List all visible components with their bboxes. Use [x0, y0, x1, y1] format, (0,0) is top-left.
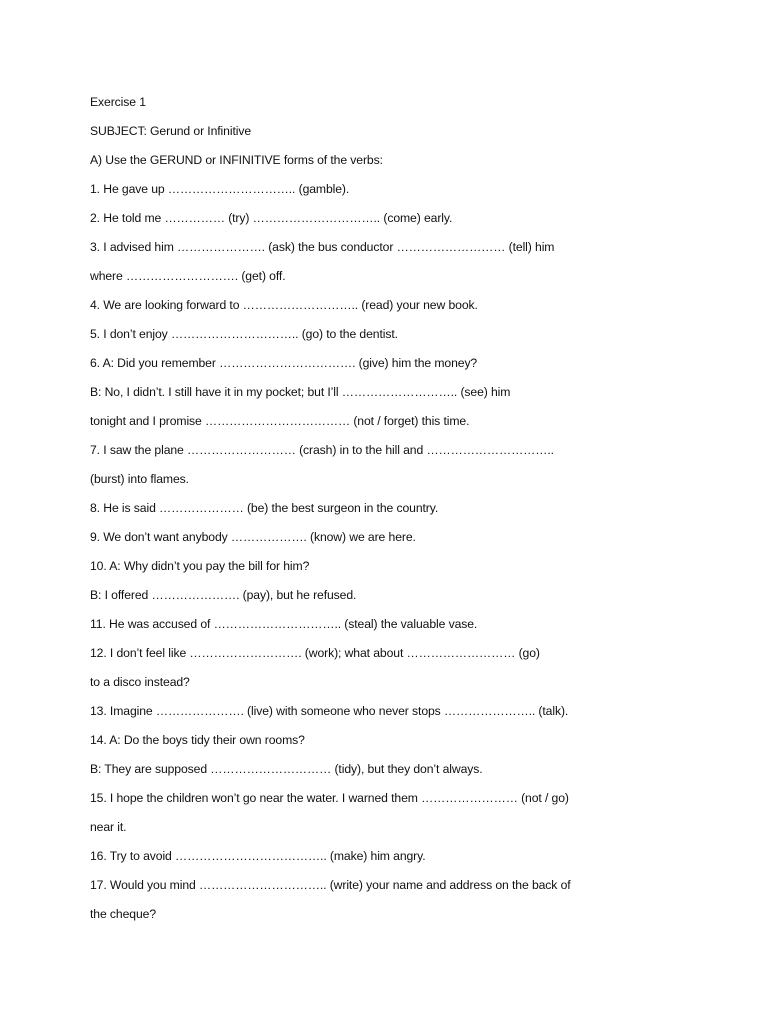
exercise-line: 17. Would you mind ………………………….. (write) your name and address on the back of [90, 878, 571, 892]
exercise-line: 4. We are looking forward to ……………………….. (read) your new book. [90, 298, 478, 312]
exercise-line: 1. He gave up ………………………….. (gamble). [90, 182, 350, 196]
exercise-line: 8. He is said ………………… (be) the best surgeon in the country. [90, 501, 439, 515]
exercise-line: 14. A: Do the boys tidy their own rooms? [90, 733, 305, 747]
exercise-line: 10. A: Why didn’t you pay the bill for him? [90, 559, 310, 573]
exercise-line: 6. A: Did you remember ……………………………. (give) him the money? [90, 356, 478, 370]
exercise-line: 12. I don’t feel like ………………………. (work); what about ……………………… (go) [90, 646, 540, 660]
exercise-text [90, 92, 730, 933]
exercise-line: B: They are supposed ………………………… (tidy), but they don’t always. [90, 762, 483, 776]
instruction-line: A) Use the GERUND or INFINITIVE forms of the verbs: [90, 153, 383, 167]
exercise-line: 11. He was accused of ………………………….. (steal) the valuable vase. [90, 617, 478, 631]
exercise-line: to a disco instead? [90, 675, 190, 689]
exercise-line: 7. I saw the plane ……………………… (crash) in to the hill and ………………………….. [90, 443, 554, 457]
exercise-title: Exercise 1 [90, 95, 146, 109]
exercise-line: B: No, I didn’t. I still have it in my pocket; but I’ll ……………………….. (see) him [90, 385, 511, 399]
exercise-line: tonight and I promise ……………………………… (not / forget) this time. [90, 414, 470, 428]
exercise-line: B: I offered …………………. (pay), but he refused. [90, 588, 357, 602]
exercise-line: 9. We don’t want anybody ………………. (know) we are here. [90, 530, 416, 544]
subject-line: SUBJECT: Gerund or Infinitive [90, 124, 252, 138]
exercise-line: (burst) into flames. [90, 472, 189, 486]
exercise-line: the cheque? [90, 907, 156, 921]
exercise-line: 5. I don’t enjoy ………………………….. (go) to the dentist. [90, 327, 398, 341]
exercise-line: 2. He told me …………… (try) ………………………….. (come) early. [90, 211, 453, 225]
exercise-line: 13. Imagine …………………. (live) with someone who never stops ………………….. (talk). [90, 704, 569, 718]
exercise-line: near it. [90, 820, 127, 834]
exercise-line: 3. I advised him …………………. (ask) the bus conductor ……………………… (tell) him [90, 240, 555, 254]
exercise-line: 15. I hope the children won’t go near the water. I warned them …………………… (not / go) [90, 791, 569, 805]
exercise-line: 16. Try to avoid ……………………………….. (make) him angry. [90, 849, 426, 863]
exercise-line: where ………………………. (get) off. [90, 269, 286, 283]
